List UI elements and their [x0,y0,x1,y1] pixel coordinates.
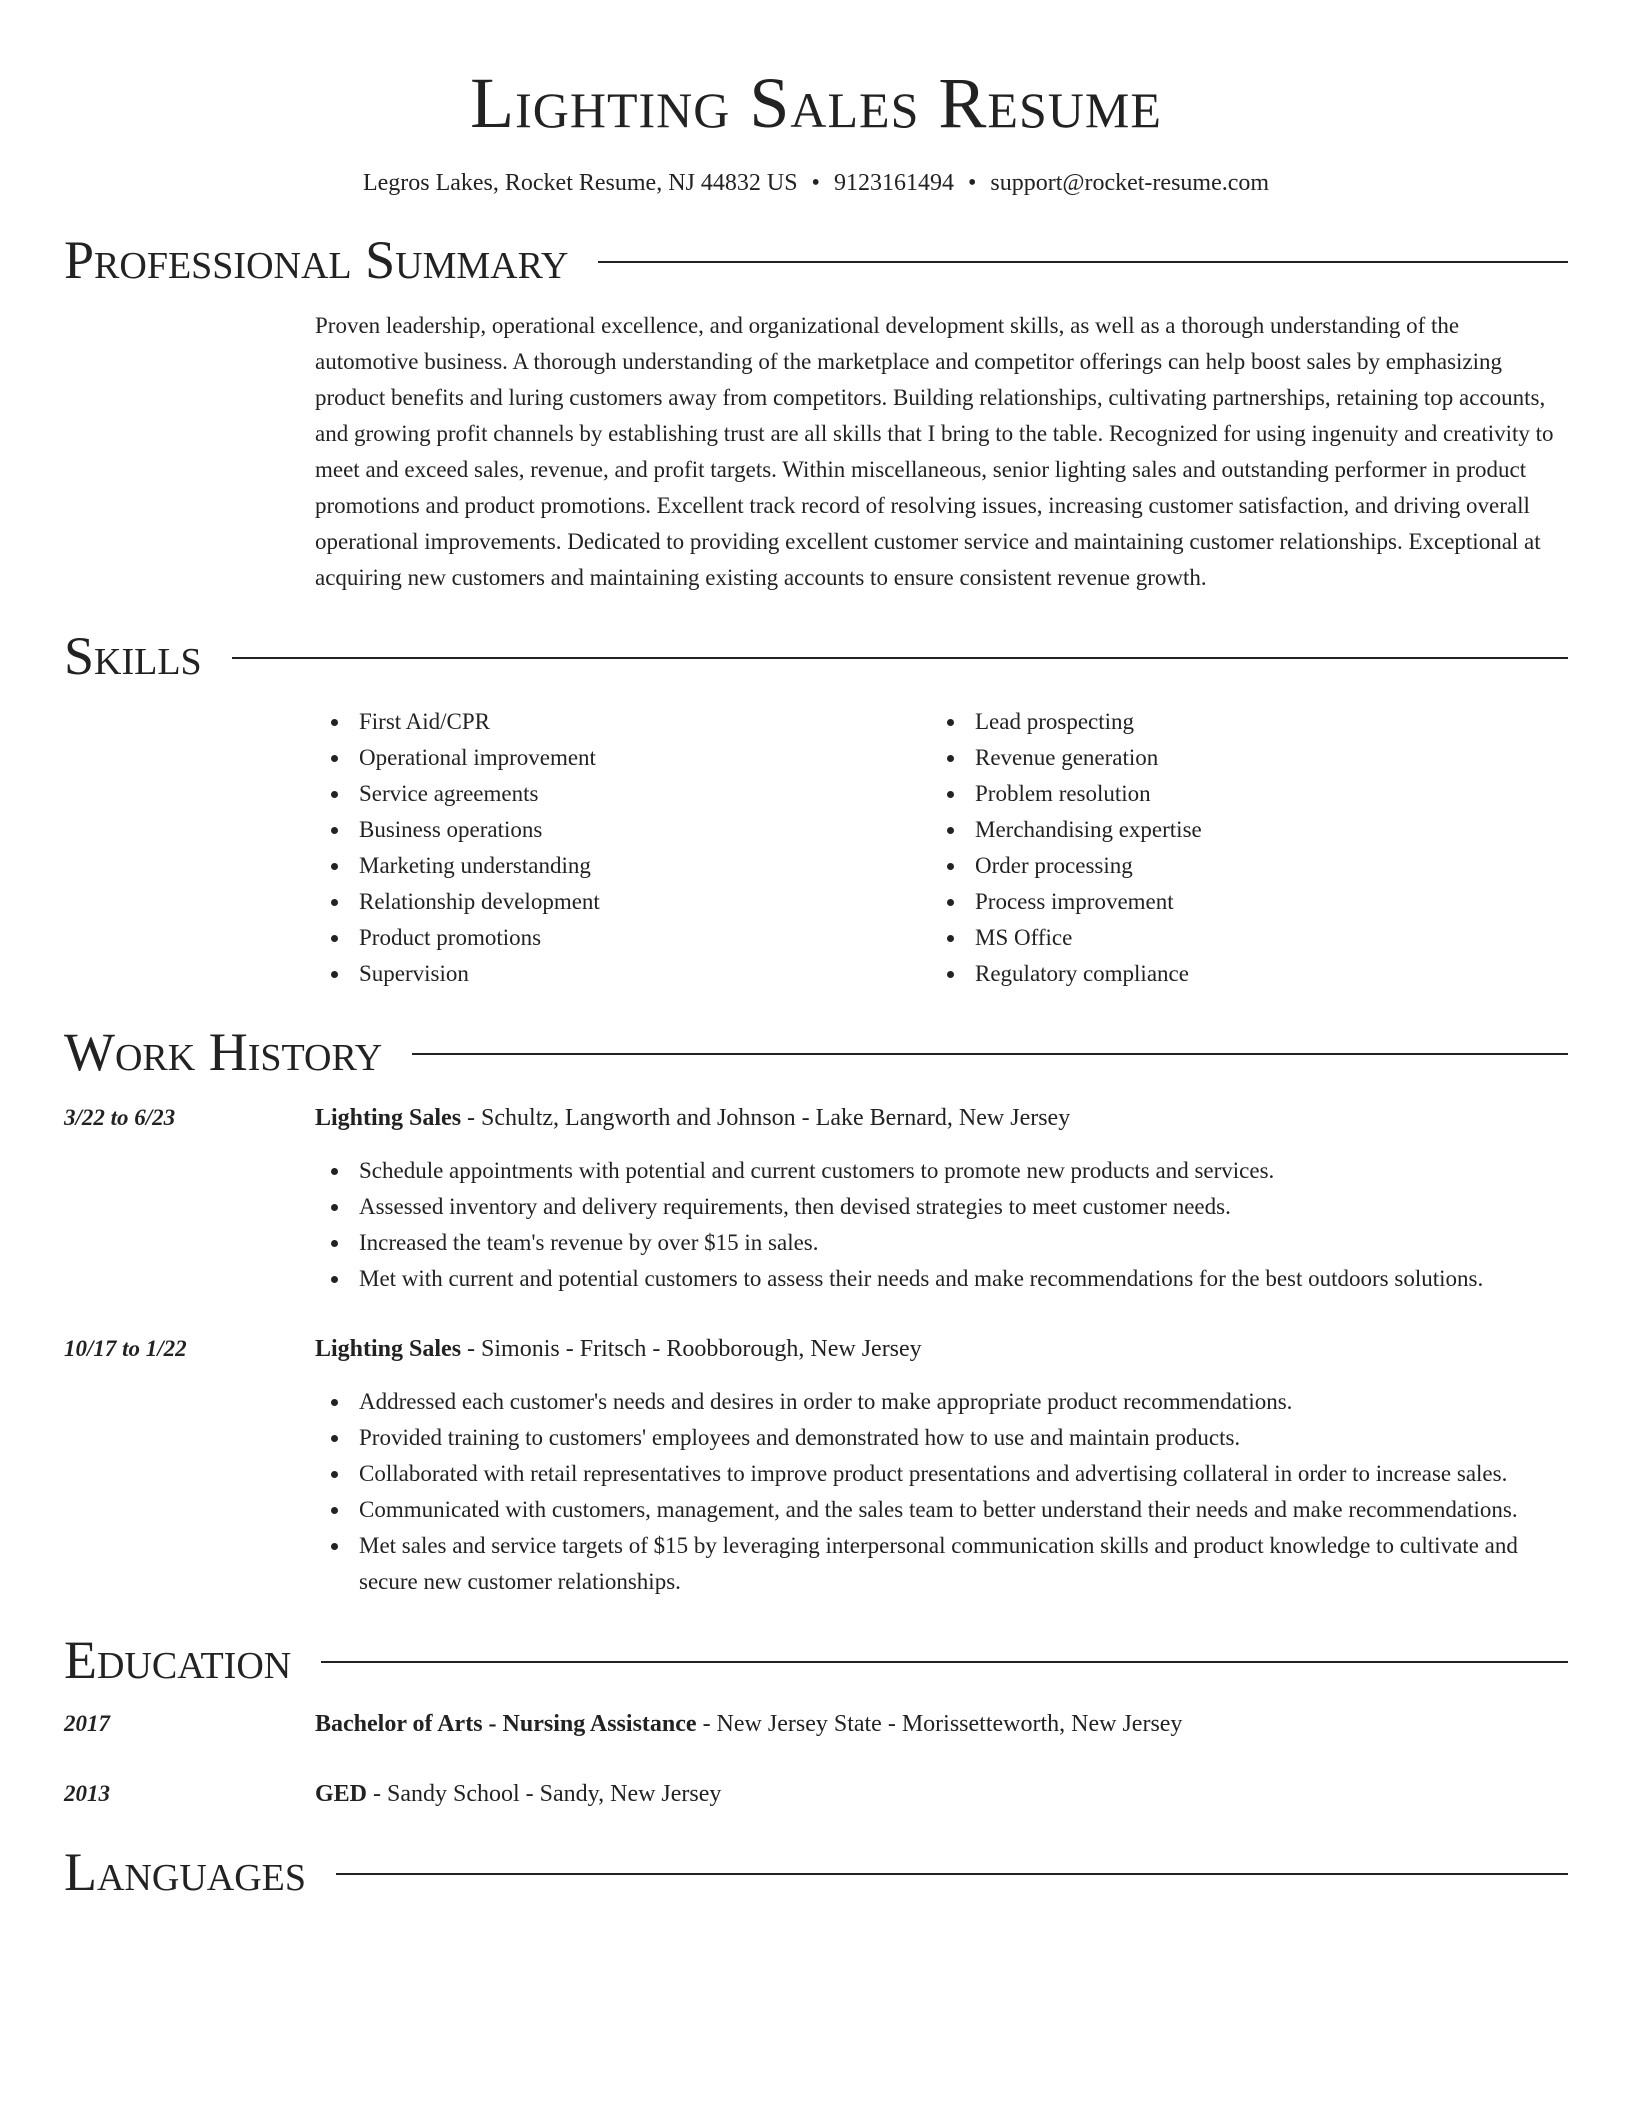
skill-item: Product promotions [315,920,931,956]
skills-column-left [315,704,931,992]
skill-item: Problem resolution [931,776,1547,812]
skill-item: Operational improvement [315,740,931,776]
job-bullet: Addressed each customer's needs and desires in order to make appropriate product recommendations. [315,1384,1568,1420]
skill-item: Regulatory compliance [931,956,1547,992]
skill-item: Relationship development [315,884,931,920]
section-header-skills [64,624,1568,688]
skills-column-right [931,704,1547,992]
section-header-work [64,1020,1568,1084]
job-bullet: Collaborated with retail representatives to improve product presentations and advertising collateral in order to increase sales. [315,1456,1568,1492]
job-content [315,1331,1568,1600]
section-divider [336,1873,1568,1875]
job-headline [315,1331,1568,1367]
job-bullet: Assessed inventory and delivery requirements, then devised strategies to meet customer needs. [315,1189,1568,1225]
skill-item: Merchandising expertise [931,812,1547,848]
section-header-education [64,1628,1568,1692]
job-dates: 3/22 to 6/23 [64,1105,176,1130]
job-bullets [315,1384,1568,1600]
section-divider [321,1661,1568,1663]
job-employer: - Simonis - Fritsch - Roobborough, New Jersey [461,1336,922,1362]
job-title: Lighting Sales [315,1105,462,1131]
job-bullet: Schedule appointments with potential and current customers to promote new products and services. [315,1153,1568,1189]
section-title-summary: Professional Summary [64,230,569,290]
section-header-summary [64,228,1568,292]
job-bullet: Increased the team's revenue by over $15 in sales. [315,1225,1568,1261]
skill-item: Process improvement [931,884,1547,920]
skill-item: Business operations [315,812,931,848]
education-year: 2017 [64,1711,110,1736]
contact-email: support@rocket-resume.com [990,170,1270,196]
resume-page [64,0,1568,1904]
skill-item: Lead prospecting [931,704,1547,740]
skill-item: Order processing [931,848,1547,884]
education-content [315,1706,1568,1742]
skill-item: Supervision [315,956,931,992]
job-dates: 10/17 to 1/22 [64,1336,187,1361]
skill-item: Revenue generation [931,740,1547,776]
education-degree: Bachelor of Arts - Nursing Assistance [315,1711,697,1737]
section-divider [232,657,1568,659]
job-employer: - Schultz, Langworth and Johnson - Lake Bernard, New Jersey [461,1105,1071,1131]
job-bullet: Provided training to customers' employees and demonstrated how to use and maintain products. [315,1420,1568,1456]
section-divider [412,1053,1568,1055]
section-title-skills: Skills [64,626,202,686]
contact-address: Legros Lakes, Rocket Resume, NJ 44832 US [362,170,798,196]
job-bullets [315,1153,1568,1297]
contact-phone: 9123161494 [833,170,954,196]
section-divider [598,261,1568,263]
skill-item: First Aid/CPR [315,704,931,740]
education-entry [64,1776,1568,1812]
education-school: - New Jersey State - Morissetteworth, New Jersey [696,1711,1183,1737]
job-title: Lighting Sales [315,1336,462,1362]
education-entry [64,1706,1568,1742]
job-bullet: Communicated with customers, management, and the sales team to better understand their needs and make recommendations. [315,1492,1568,1528]
summary-text: Proven leadership, operational excellence, and organizational development skills, as well as a thorough understanding of the automotive business. A thorough understanding of the marketplace and competitor offerings can help boost sales by emphasizing product benefits and luring customers away from competitors. Building relationships, cultivating partnerships, retaining top accounts, and growing profit channels by establishing trust are all skills that I bring to the table. Recognized for using ingenuity and creativity to meet and exceed sales, revenue, and profit targets. Within miscellaneous, senior lighting sales and outstanding performer in product promotions and product promotions. Excellent track record of resolving issues, increasing customer satisfaction, and driving overall operational improvements. Dedicated to providing excellent customer service and maintaining customer relationships. Exceptional at acquiring new customers and maintaining existing accounts to ensure consistent revenue growth. [315,313,1554,590]
resume-title: Lighting Sales Resume [470,63,1162,143]
contact-separator: • [811,170,820,196]
job-entry [64,1100,1568,1297]
skill-item: Marketing understanding [315,848,931,884]
job-content [315,1100,1568,1297]
job-bullet: Met with current and potential customers to assess their needs and make recommendations for the best outdoors solutions. [315,1261,1568,1297]
skill-item: Service agreements [315,776,931,812]
education-content [315,1776,1568,1812]
skills-list [315,704,1568,992]
job-bullet: Met sales and service targets of $15 by leveraging interpersonal communication skills and product knowledge to cultivate and secure new customer relationships. [315,1528,1568,1600]
contact-separator: • [967,170,977,196]
education-school: - Sandy School - Sandy, New Jersey [367,1781,722,1807]
skill-item: MS Office [931,920,1547,956]
section-header-languages [64,1840,1568,1904]
job-entry [64,1331,1568,1600]
section-title-work: Work History [64,1022,383,1082]
section-title-languages: Languages [64,1842,306,1902]
education-degree: GED [315,1781,368,1807]
job-headline [315,1100,1568,1136]
section-title-education: Education [64,1630,292,1690]
contact-line [64,168,1568,198]
education-year: 2013 [64,1781,110,1806]
